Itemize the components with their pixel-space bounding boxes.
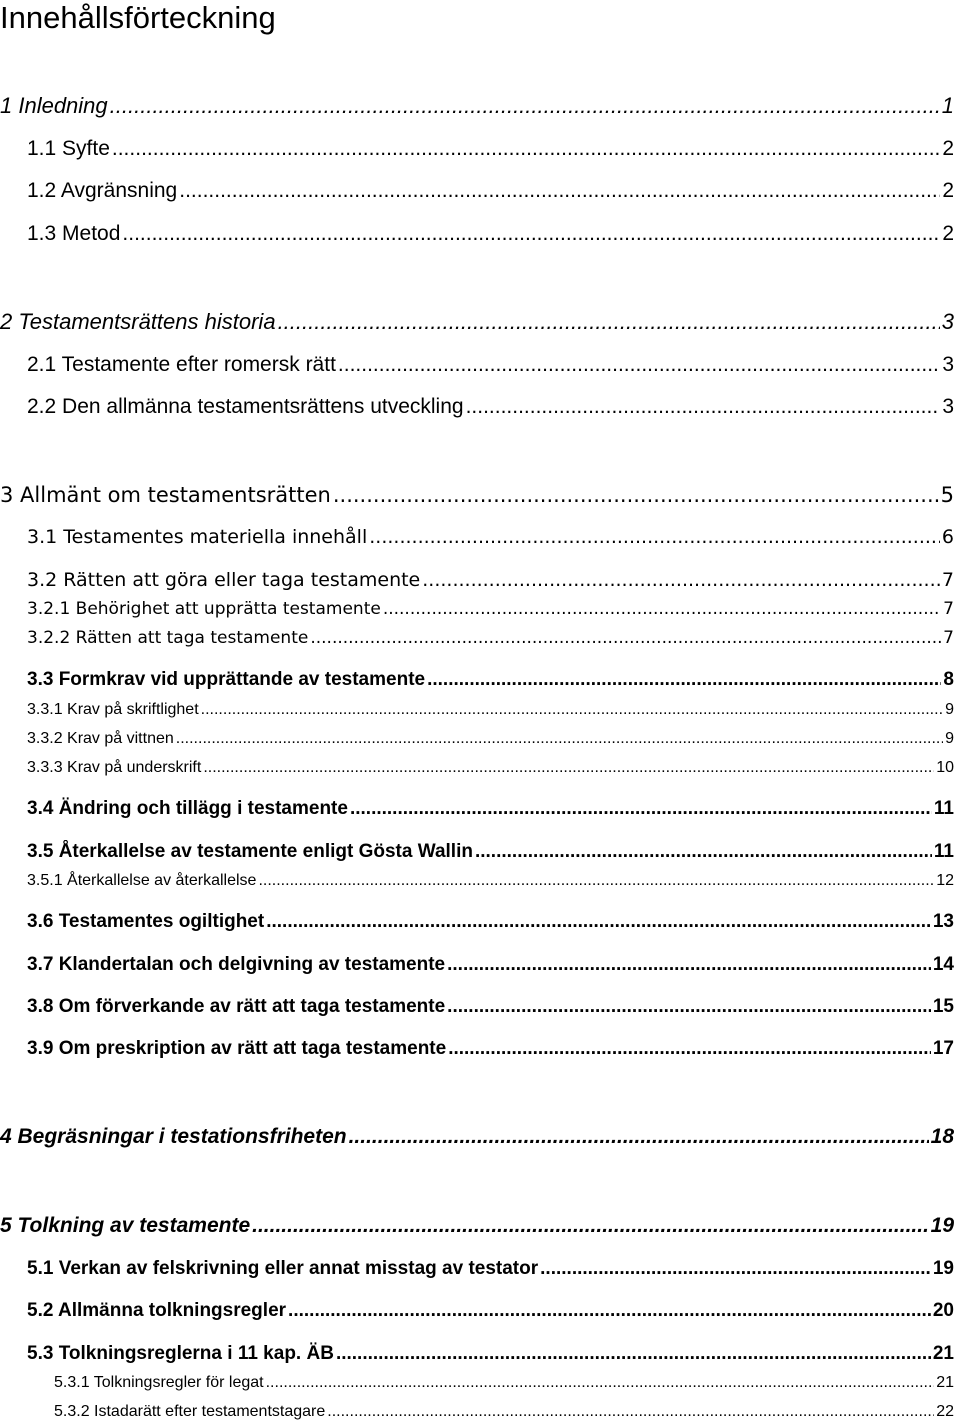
toc-entry-chapter-3[interactable] xyxy=(0,482,954,508)
toc-entry-3-6[interactable] xyxy=(27,910,954,934)
toc-entry-label: 3.3.1 Krav på skriftlighet xyxy=(27,701,199,718)
toc-entry-page: 5 xyxy=(940,483,954,507)
dot-leader xyxy=(310,627,941,649)
toc-entry-5-3-2[interactable] xyxy=(54,1402,954,1422)
toc-entry-page: 13 xyxy=(932,911,954,932)
dot-leader xyxy=(258,871,934,891)
toc-entry-label: 3.3.3 Krav på underskrift xyxy=(27,759,202,776)
dot-leader xyxy=(349,1124,929,1150)
toc-entry-page: 22 xyxy=(936,1403,954,1420)
dot-leader xyxy=(110,93,940,119)
toc-entry-page: 7 xyxy=(943,628,954,648)
dot-leader xyxy=(475,840,932,864)
toc-entry-3-1[interactable] xyxy=(27,525,954,549)
toc-entry-chapter-1[interactable] xyxy=(0,93,954,119)
toc-entry-page: 8 xyxy=(943,669,954,690)
dot-leader xyxy=(266,1373,935,1393)
toc-entry-label: 5.3 Tolkningsreglerna i 11 kap. ÄB xyxy=(27,1343,334,1364)
toc-entry-3-8[interactable] xyxy=(27,995,954,1019)
toc-entry-label: 5.3.1 Tolkningsregler för legat xyxy=(54,1374,264,1391)
toc-entry-label: 3.5 Återkallelse av testamente enligt Gösta Wallin xyxy=(27,841,473,862)
toc-entry-chapter-5[interactable] xyxy=(0,1213,954,1239)
toc-entry-label: 3.2.2 Rätten att taga testamente xyxy=(27,628,309,648)
toc-entry-page: 15 xyxy=(932,996,954,1017)
toc-entry-page: 6 xyxy=(941,526,954,548)
toc-entry-5-1[interactable] xyxy=(27,1257,954,1281)
dot-leader xyxy=(179,178,940,204)
dot-leader xyxy=(176,729,943,749)
dot-leader xyxy=(448,1037,931,1061)
toc-entry-label: 3.7 Klandertalan och delgivning av testamente xyxy=(27,954,446,975)
toc-entry-label: 3.5.1 Återkallelse av återkallelse xyxy=(27,872,257,889)
toc-entry-page: 2 xyxy=(942,137,954,160)
toc-entry-page: 21 xyxy=(936,1374,954,1391)
toc-entry-label: 1 Inledning xyxy=(0,93,108,118)
toc-entry-label: 5.1 Verkan av felskrivning eller annat misstag av testator xyxy=(27,1258,539,1279)
toc-entry-label: 5.3.2 Istadarätt efter testamentstagare xyxy=(54,1403,326,1420)
toc-entry-label: 2.2 Den allmänna testamentsrättens utveckling xyxy=(27,395,464,418)
toc-entry-5-2[interactable] xyxy=(27,1299,954,1323)
dot-leader xyxy=(369,525,940,549)
dot-leader xyxy=(447,995,931,1019)
toc-entry-label: 3.2.1 Behörighet att upprätta testamente xyxy=(27,599,381,619)
toc-entry-chapter-2[interactable] xyxy=(0,309,954,335)
toc-entry-5-3-1[interactable] xyxy=(54,1373,954,1393)
toc-entry-page: 3 xyxy=(942,353,954,376)
dot-leader xyxy=(383,598,941,620)
toc-entry-label: 2 Testamentsrättens historia xyxy=(0,309,276,334)
toc-entry-3-3-3[interactable] xyxy=(27,758,954,778)
dot-leader xyxy=(427,668,941,692)
toc-entry-page: 9 xyxy=(945,701,954,718)
toc-entry-1-3[interactable] xyxy=(27,221,954,247)
dot-leader xyxy=(466,394,941,420)
toc-entry-page: 11 xyxy=(933,798,954,819)
toc-entry-3-2-1[interactable] xyxy=(27,598,954,620)
dot-leader xyxy=(540,1257,931,1281)
dot-leader xyxy=(336,1342,931,1366)
toc-entry-label: 1.3 Metod xyxy=(27,222,121,245)
toc-entry-page: 3 xyxy=(942,395,954,418)
toc-entry-label: 3.9 Om preskription av rätt att taga testamente xyxy=(27,1038,447,1059)
toc-entry-2-1[interactable] xyxy=(27,352,954,378)
dot-leader xyxy=(350,797,932,821)
toc-entry-3-5[interactable] xyxy=(27,840,954,864)
toc-entry-page: 18 xyxy=(930,1125,954,1148)
dot-leader xyxy=(327,1402,934,1422)
toc-entry-page: 2 xyxy=(942,222,954,245)
toc-entry-label: 3.3 Formkrav vid upprättande av testamente xyxy=(27,669,426,690)
dot-leader xyxy=(203,758,934,778)
toc-entry-label: 2.1 Testamente efter romersk rätt xyxy=(27,353,336,376)
dot-leader xyxy=(333,482,939,508)
toc-entry-page: 1 xyxy=(941,93,954,118)
dot-leader xyxy=(288,1299,931,1323)
toc-entry-3-3[interactable] xyxy=(27,668,954,692)
toc-entry-label: 5.2 Allmänna tolkningsregler xyxy=(27,1300,287,1321)
toc-entry-label: 3.1 Testamentes materiella innehåll xyxy=(27,526,368,548)
toc-entry-label: 1.2 Avgränsning xyxy=(27,179,178,202)
dot-leader xyxy=(447,953,931,977)
toc-entry-page: 17 xyxy=(932,1038,954,1059)
toc-entry-label: 3.3.2 Krav på vittnen xyxy=(27,730,174,747)
dot-leader xyxy=(278,309,940,335)
toc-entry-page: 21 xyxy=(932,1343,954,1364)
toc-entry-3-9[interactable] xyxy=(27,1037,954,1061)
toc-entry-label: 3 Allmänt om testamentsrätten xyxy=(0,483,331,507)
toc-entry-1-2[interactable] xyxy=(27,178,954,204)
dot-leader xyxy=(252,1213,929,1239)
toc-title: Innehållsförteckning xyxy=(0,0,276,35)
toc-entry-page: 19 xyxy=(932,1258,954,1279)
dot-leader xyxy=(266,910,931,934)
toc-entry-3-7[interactable] xyxy=(27,953,954,977)
dot-leader xyxy=(201,700,943,720)
toc-entry-label: 5 Tolkning av testamente xyxy=(0,1214,251,1237)
toc-entry-page: 3 xyxy=(941,309,954,334)
toc-entry-label: 3.6 Testamentes ogiltighet xyxy=(27,911,265,932)
dot-leader xyxy=(112,136,940,162)
toc-entry-3-2[interactable] xyxy=(27,568,954,592)
toc-entry-2-2[interactable] xyxy=(27,394,954,420)
toc-entry-label: 4 Begräsningar i testationsfriheten xyxy=(0,1125,347,1148)
dot-leader xyxy=(338,352,940,378)
toc-entry-5-3[interactable] xyxy=(27,1342,954,1366)
toc-entry-page: 11 xyxy=(933,841,954,862)
toc-entry-chapter-4[interactable] xyxy=(0,1124,954,1150)
toc-entry-page: 10 xyxy=(936,759,954,776)
toc-entry-3-3-2[interactable] xyxy=(27,729,954,749)
toc-entry-1-1[interactable] xyxy=(27,136,954,162)
toc-entry-label: 3.8 Om förverkande av rätt att taga testamente xyxy=(27,996,446,1017)
toc-entry-page: 12 xyxy=(936,872,954,889)
toc-entry-3-4[interactable] xyxy=(27,797,954,821)
toc-entry-page: 14 xyxy=(932,954,954,975)
toc-entry-page: 7 xyxy=(943,599,954,619)
toc-entry-page: 7 xyxy=(941,569,954,591)
toc-entry-label: 1.1 Syfte xyxy=(27,137,110,160)
toc-entry-page: 2 xyxy=(942,179,954,202)
toc-entry-label: 3.2 Rätten att göra eller taga testamente xyxy=(27,569,421,591)
toc-entry-3-3-1[interactable] xyxy=(27,700,954,720)
toc-entry-page: 20 xyxy=(932,1300,954,1321)
dot-leader xyxy=(422,568,940,592)
toc-entry-label: 3.4 Ändring och tillägg i testamente xyxy=(27,798,348,819)
toc-entry-page: 19 xyxy=(930,1214,954,1237)
toc-entry-3-2-2[interactable] xyxy=(27,627,954,649)
dot-leader xyxy=(122,221,940,247)
toc-entry-page: 9 xyxy=(945,730,954,747)
toc-entry-3-5-1[interactable] xyxy=(27,871,954,891)
